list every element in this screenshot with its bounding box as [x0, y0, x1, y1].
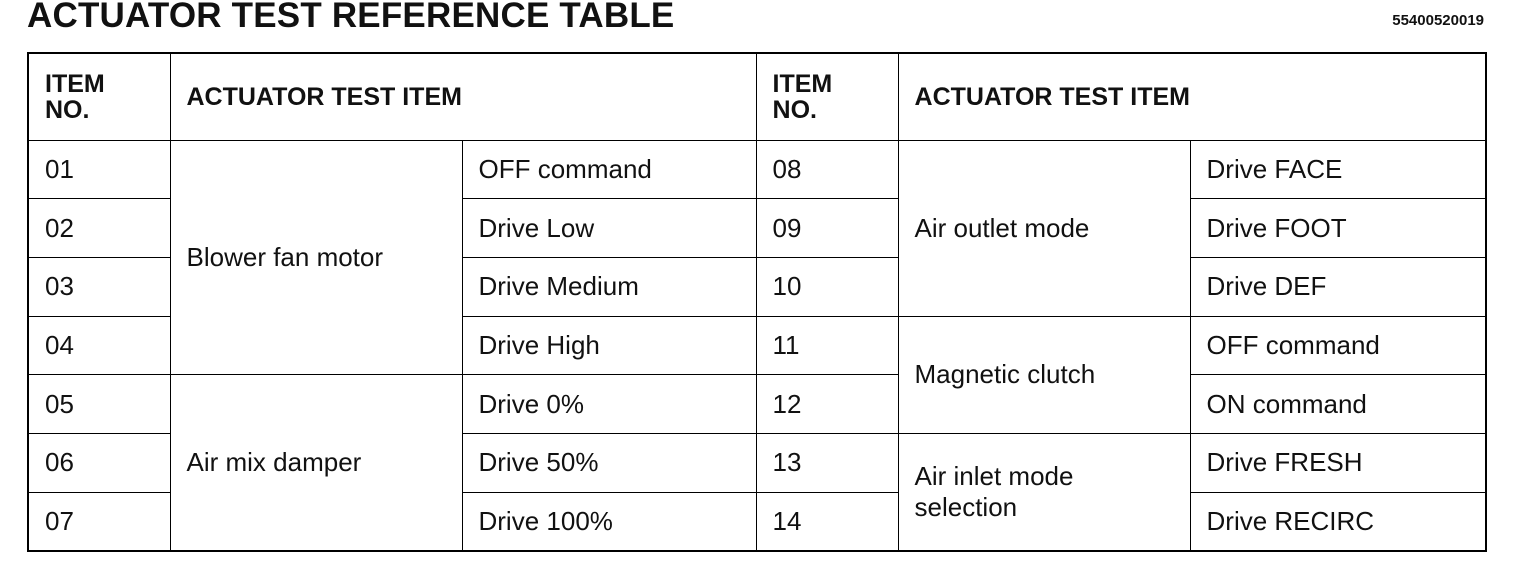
table-header-row: [28, 53, 1486, 140]
item-no: 09: [756, 199, 898, 258]
table-row: [28, 140, 1486, 199]
item-no: 06: [28, 433, 170, 492]
item-no: 04: [28, 316, 170, 375]
header-test-item-right: ACTUATOR TEST ITEM: [898, 53, 1486, 140]
test-action: Drive FOOT: [1190, 199, 1486, 258]
item-no: 13: [756, 433, 898, 492]
test-action: Drive DEF: [1190, 257, 1486, 316]
item-no: 07: [28, 492, 170, 551]
item-no: 10: [756, 257, 898, 316]
test-action: Drive FRESH: [1190, 433, 1486, 492]
test-action: Drive High: [462, 316, 756, 375]
document-id: 55400520019: [1392, 12, 1484, 29]
group-label: Air mix damper: [170, 375, 462, 551]
header-item-no-right: ITEM NO.: [756, 53, 898, 140]
header-item-no-left: ITEM NO.: [28, 53, 170, 140]
group-label: Blower fan motor: [170, 140, 462, 375]
test-action: Drive RECIRC: [1190, 492, 1486, 551]
test-action: Drive Low: [462, 199, 756, 258]
test-action: OFF command: [462, 140, 756, 199]
group-label: Magnetic clutch: [898, 316, 1190, 433]
item-no: 11: [756, 316, 898, 375]
page-title: ACTUATOR TEST REFERENCE TABLE: [27, 0, 675, 35]
header-test-item-left: ACTUATOR TEST ITEM: [170, 53, 756, 140]
test-action: Drive 0%: [462, 375, 756, 434]
table-row: [28, 375, 1486, 434]
item-no: 01: [28, 140, 170, 199]
test-action: Drive Medium: [462, 257, 756, 316]
item-no: 02: [28, 199, 170, 258]
group-label: Air inlet mode selection: [898, 433, 1190, 550]
test-action: ON command: [1190, 375, 1486, 434]
test-action: Drive 50%: [462, 433, 756, 492]
item-no: 08: [756, 140, 898, 199]
item-no: 14: [756, 492, 898, 551]
item-no: 12: [756, 375, 898, 434]
group-label: Air outlet mode: [898, 140, 1190, 316]
item-no: 05: [28, 375, 170, 434]
actuator-test-table: [27, 52, 1487, 552]
test-action: Drive 100%: [462, 492, 756, 551]
item-no: 03: [28, 257, 170, 316]
test-action: OFF command: [1190, 316, 1486, 375]
test-action: Drive FACE: [1190, 140, 1486, 199]
